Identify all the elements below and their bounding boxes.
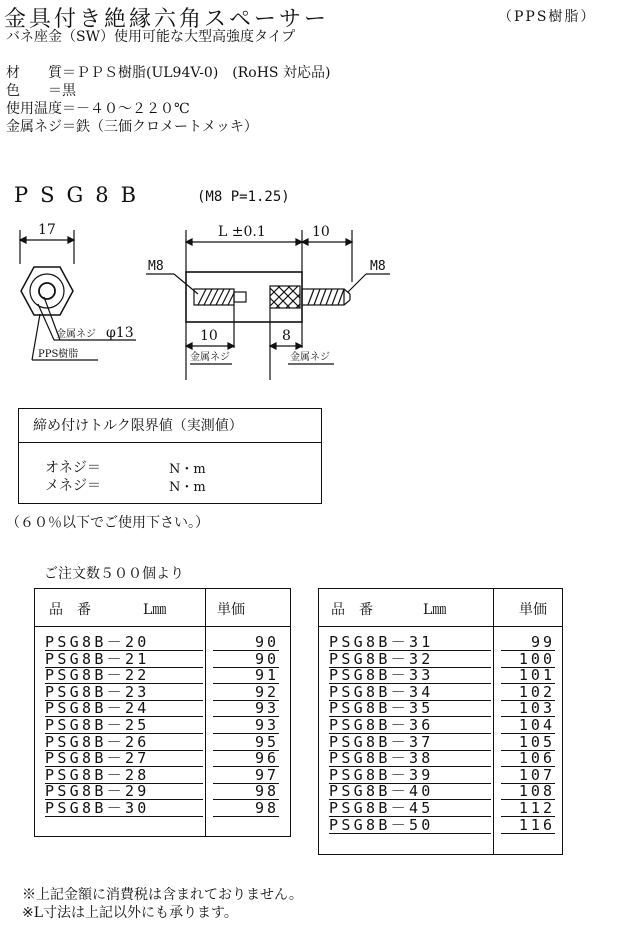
unit-price: 101 (501, 668, 555, 684)
model-thread: (M8 P=1.25) (197, 189, 290, 205)
torque-title: 締め付けトルク限界値（実測値） (19, 409, 321, 443)
table-row (319, 765, 562, 784)
unit-price: 96 (213, 751, 279, 767)
part-number: PSG8B－24 (45, 701, 203, 717)
part-number: PSG8B－29 (45, 784, 203, 800)
header-part: 品 番 (49, 602, 91, 618)
header-price: 単価 (519, 602, 547, 618)
header-part: 品 番 (331, 602, 373, 618)
unit-price: 98 (213, 784, 279, 800)
part-number: PSG8B－45 (329, 801, 491, 817)
table-row (319, 682, 562, 701)
torque-male-label: オネジ＝ (45, 460, 101, 476)
table-row (319, 649, 562, 668)
table-row (35, 701, 290, 717)
spec-color: 色 ＝黒 (6, 83, 76, 99)
table-row (319, 784, 562, 800)
part-number: PSG8B－20 (45, 635, 203, 651)
table-row (319, 668, 562, 684)
table-row (319, 801, 562, 817)
unit-price: 106 (501, 751, 555, 767)
header-length: L㎜ (423, 602, 447, 618)
part-number: PSG8B－28 (45, 768, 203, 784)
unit-price: 95 (213, 735, 279, 751)
tax-note: ※上記金額に消費税は含まれておりません。 (22, 887, 303, 903)
spec-temperature: 使用温度＝－４０～２２０℃ (6, 101, 190, 117)
thread-right-label: M8 (370, 259, 386, 274)
page-title: 金具付き絶縁六角スペーサー (4, 7, 330, 32)
unit-price: 97 (213, 768, 279, 784)
torque-note: （６０％以下でご使用下さい。） (6, 515, 209, 531)
spacer-drawing (14, 212, 434, 392)
part-number: PSG8B－35 (329, 701, 491, 717)
table-row (35, 668, 290, 684)
torque-female-unit: N・m (169, 480, 206, 495)
spec-screw: 金属ネジ＝鉄（三価クロメートメッキ） (6, 119, 258, 135)
price-table-right (318, 588, 563, 855)
part-number: PSG8B－34 (329, 685, 491, 701)
unit-price: 92 (213, 685, 279, 701)
spacer-body (186, 272, 302, 322)
table-row (35, 635, 290, 651)
unit-price: 112 (501, 801, 555, 817)
material-tag: （PPS樹脂） (498, 9, 597, 25)
stud-label: 金属ネジ (290, 352, 330, 363)
unit-price: 90 (213, 652, 279, 668)
torque-box (18, 408, 322, 504)
part-number: PSG8B－30 (45, 801, 203, 817)
unit-price: 102 (501, 685, 555, 701)
part-number: PSG8B－38 (329, 751, 491, 767)
table-row (35, 801, 290, 817)
body-material-label: PPS樹脂 (38, 349, 79, 360)
page-subtitle: バネ座金（SW）使用可能な大型高強度タイプ (6, 29, 296, 45)
dim-hex-width: 17 (38, 222, 56, 238)
part-number: PSG8B－22 (45, 668, 203, 684)
part-number: PSG8B－23 (45, 685, 203, 701)
part-number: PSG8B－32 (329, 652, 491, 668)
dim-length: L ±0.1 (218, 224, 266, 240)
unit-price: 100 (501, 652, 555, 668)
part-number: PSG8B－50 (329, 818, 491, 834)
table-row (319, 635, 562, 651)
table-row (35, 649, 290, 668)
part-number: PSG8B－25 (45, 718, 203, 734)
dim-stud-depth: 8 (282, 328, 291, 344)
part-number: PSG8B－36 (329, 718, 491, 734)
table-row (319, 718, 562, 734)
table-header (319, 589, 562, 627)
unit-price: 105 (501, 735, 555, 751)
header-length: L㎜ (143, 602, 167, 618)
torque-female-label: メネジ＝ (45, 478, 101, 494)
unit-price: 93 (213, 701, 279, 717)
unit-price: 98 (213, 801, 279, 817)
part-number: PSG8B－37 (329, 735, 491, 751)
unit-price: 107 (501, 768, 555, 784)
thread-left-label: M8 (148, 259, 164, 274)
unit-price: 103 (501, 701, 555, 717)
table-header (35, 589, 290, 627)
unit-price: 90 (213, 635, 279, 651)
unit-price: 104 (501, 718, 555, 734)
table-row (319, 732, 562, 751)
custom-length-note: ※L寸法は上記以外にも承ります。 (22, 905, 238, 921)
table-row (35, 682, 290, 701)
part-number: PSG8B－26 (45, 735, 203, 751)
part-number: PSG8B－21 (45, 652, 203, 668)
unit-price: 93 (213, 718, 279, 734)
part-number: PSG8B－40 (329, 784, 491, 800)
table-row (35, 751, 290, 767)
hole-label: 金属ネジ (190, 352, 230, 363)
dim-hole-depth: 10 (200, 328, 218, 344)
dim-stud-length: 10 (312, 224, 330, 240)
part-number: PSG8B－27 (45, 751, 203, 767)
header-price: 単価 (217, 602, 245, 618)
table-row (319, 701, 562, 717)
table-row (35, 718, 290, 734)
table-row (35, 784, 290, 800)
table-row (319, 815, 562, 834)
unit-price: 116 (501, 818, 555, 834)
dim-diameter: φ13 (106, 325, 134, 341)
unit-price: 91 (213, 668, 279, 684)
order-note: ご注文数５００個より (44, 566, 184, 582)
unit-price: 99 (501, 635, 555, 651)
table-row (35, 732, 290, 751)
table-row (319, 751, 562, 767)
part-number: PSG8B－31 (329, 635, 491, 651)
table-row (35, 765, 290, 784)
price-table-left (34, 588, 291, 837)
part-number: PSG8B－39 (329, 768, 491, 784)
spec-material: 材 質＝ＰＰＳ樹脂(UL94V-0) (RoHS 対応品) (6, 65, 331, 81)
part-number: PSG8B－33 (329, 668, 491, 684)
model-name: PSG8B (14, 183, 149, 207)
insert-label: 金属ネジ (56, 329, 96, 340)
torque-male-unit: N・m (169, 462, 206, 477)
unit-price: 108 (501, 784, 555, 800)
